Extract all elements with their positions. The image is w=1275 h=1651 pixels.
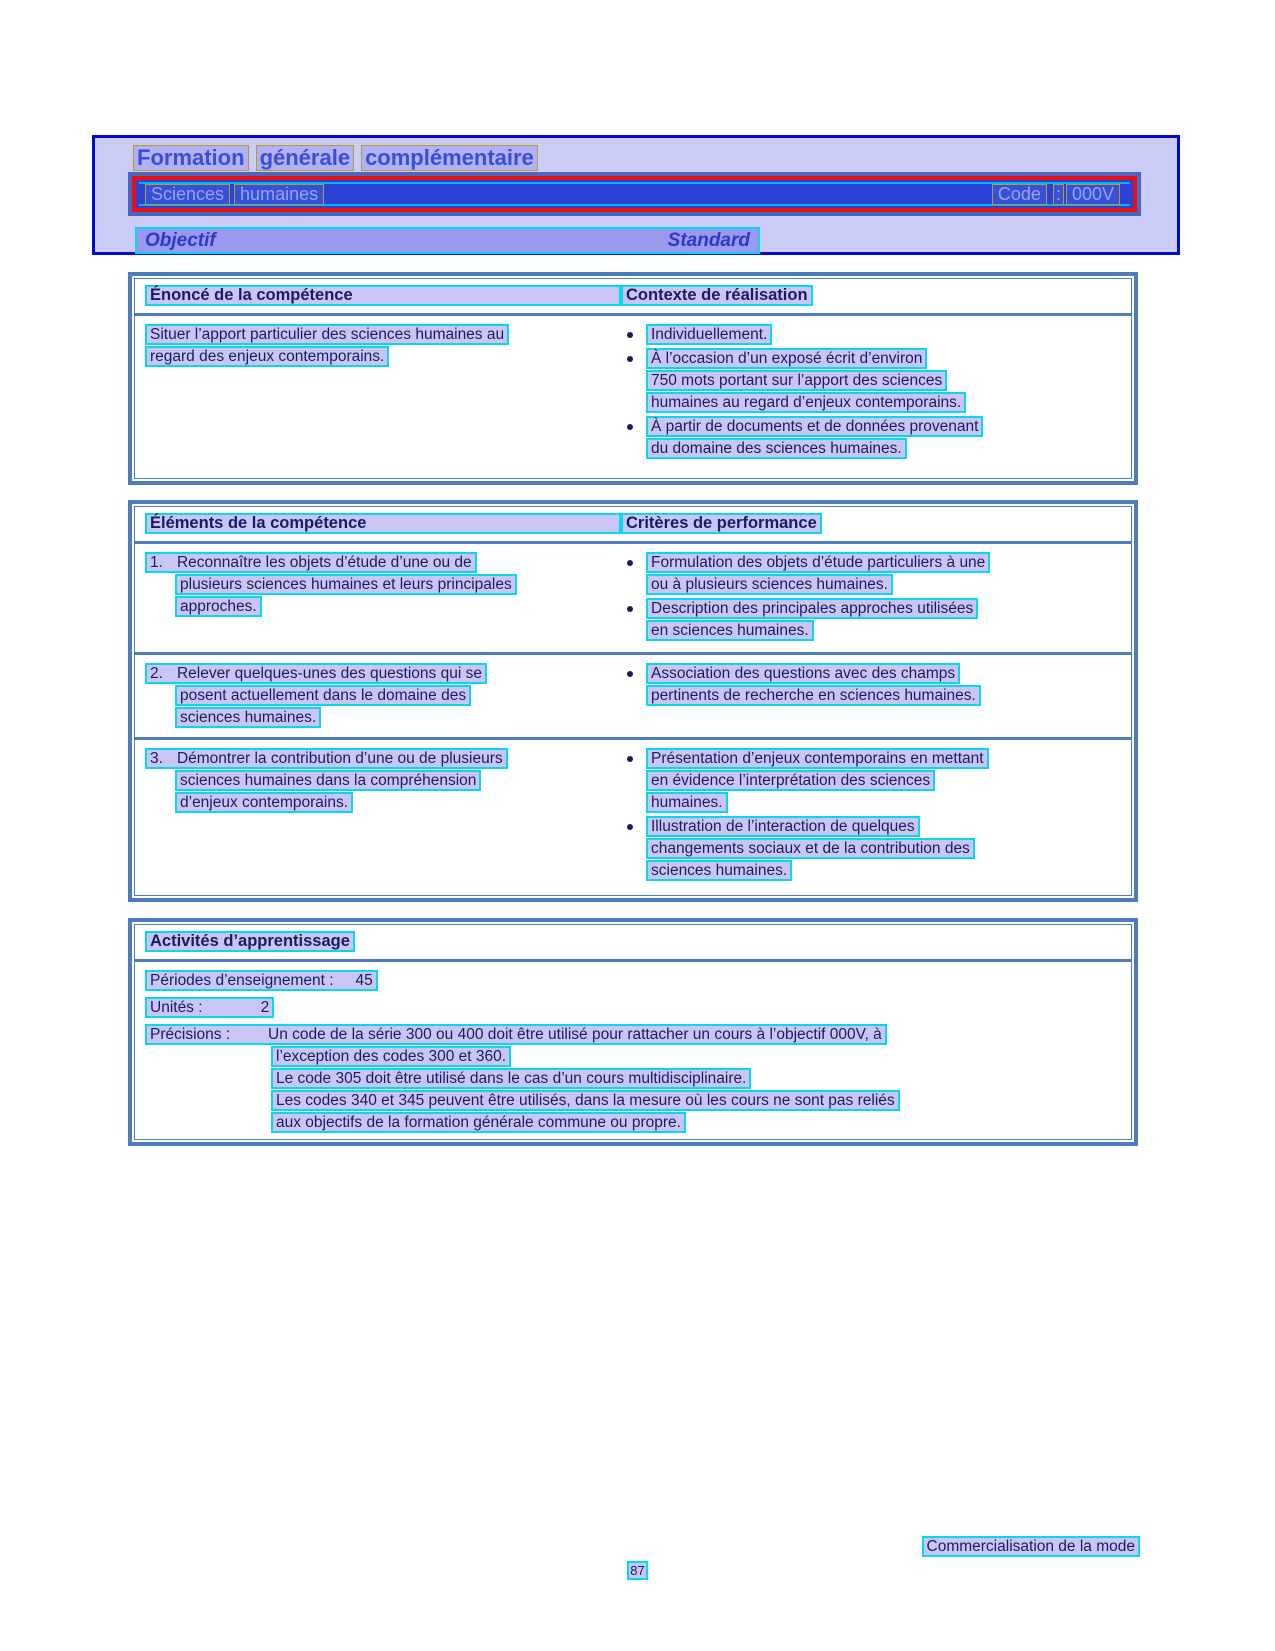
highlighted-text: À partir de documents et de données provenant (646, 416, 983, 437)
highlighted-text: Présentation d’enjeux contemporains en mettant (646, 748, 989, 769)
context-items-cell (621, 324, 1121, 462)
highlighted-text: À l’occasion d’un exposé écrit d’environ (646, 348, 927, 369)
text-line (175, 770, 621, 791)
highlighted-text: Les codes 340 et 345 peuvent être utilisés, dans la mesure où les cours ne sont pas reliés (271, 1090, 900, 1111)
text-line (646, 860, 975, 881)
bullet-icon (627, 424, 633, 430)
code-separator: : (1053, 184, 1064, 205)
units-value: 2 (260, 999, 270, 1016)
elements-table-rows (135, 544, 1131, 892)
text-line (271, 1090, 1121, 1111)
highlighted-text: 750 mots portant sur l’apport des sciences (646, 370, 947, 391)
bullet-item (621, 748, 1121, 814)
header-cell (145, 931, 355, 952)
competence-table-inner (134, 278, 1132, 479)
highlighted-text: sciences humaines. (646, 860, 792, 881)
units-line (145, 997, 274, 1018)
units-label: Unités : (150, 999, 203, 1016)
highlighted-text: Situer l’apport particulier des sciences humaines au (145, 324, 509, 345)
highlighted-text: plusieurs sciences humaines et leurs principales (175, 574, 517, 595)
criteria-cell (621, 748, 1121, 884)
criteria-cell (621, 552, 1121, 644)
subject-name (145, 184, 328, 205)
competence-table-body (135, 316, 1131, 470)
competence-table-header (135, 279, 1131, 316)
units-field (135, 995, 1131, 1022)
highlighted-text: ou à plusieurs sciences humaines. (646, 574, 893, 595)
periods-field (135, 962, 1131, 995)
text-line (145, 552, 621, 573)
highlighted-text: du domaine des sciences humaines. (646, 438, 907, 459)
text-line (175, 792, 621, 813)
highlighted-text: humaines au regard d’enjeux contemporains. (646, 392, 966, 413)
precisions-first-line (145, 1024, 887, 1045)
text-line (646, 552, 990, 573)
subject-word: Sciences (145, 184, 230, 205)
bullet-item (621, 324, 1121, 346)
page-number: 87 (627, 1561, 647, 1580)
text-line (145, 663, 621, 684)
text-line (646, 748, 989, 769)
text-line (145, 346, 621, 367)
highlighted-text: aux objectifs de la formation générale commune ou propre. (271, 1112, 686, 1133)
bullet-item (621, 552, 1121, 596)
subject-word: humaines (234, 184, 324, 205)
highlighted-text: Individuellement. (646, 324, 772, 345)
text-line (271, 1112, 1121, 1133)
periods-line (145, 970, 378, 991)
text-line (145, 324, 621, 345)
text-line (271, 1068, 1121, 1089)
text-line (646, 392, 966, 413)
objectif-label: Objectif (145, 229, 216, 251)
header-enonce: Énoncé de la compétence (145, 285, 621, 306)
text-line (646, 663, 981, 684)
highlighted-text: en évidence l’interprétation des sciences (646, 770, 935, 791)
competence-table (128, 272, 1138, 485)
objectif-standard-row (135, 227, 760, 254)
element-number: 3. (150, 750, 163, 767)
text-line (646, 370, 966, 391)
highlighted-text (145, 663, 487, 684)
highlighted-text: humaines. (646, 792, 728, 813)
header-contexte: Contexte de réalisation (621, 285, 813, 306)
bullet-item (621, 598, 1121, 642)
precisions-text: Un code de la série 300 ou 400 doit être utilisé pour rattacher un cours à l’objectif 000V, à (268, 1026, 882, 1043)
text-line (145, 1024, 1121, 1045)
header-elements: Éléments de la compétence (145, 513, 621, 534)
text-line (646, 348, 966, 369)
highlighted-text: regard des enjeux contemporains. (145, 346, 389, 367)
bullet-item-lines (646, 416, 983, 460)
element-cell (145, 663, 621, 729)
subject-banner-frame (132, 176, 1137, 212)
highlighted-text: en sciences humaines. (646, 620, 814, 641)
header-cell (145, 513, 621, 534)
periods-label: Périodes d’enseignement : (150, 972, 334, 989)
periods-value: 45 (355, 972, 373, 989)
text-line (646, 816, 975, 837)
bullet-item-lines (646, 748, 989, 814)
bullet-item (621, 663, 1121, 707)
section-header-box (92, 135, 1180, 255)
bullet-icon (627, 606, 633, 612)
elements-table-header (135, 507, 1131, 544)
highlighted-text: sciences humaines dans la compréhension (175, 770, 481, 791)
element-text: Démontrer la contribution d’une ou de plusieurs (176, 750, 503, 767)
subject-code (992, 184, 1124, 205)
element-number: 2. (150, 665, 163, 682)
highlighted-text: posent actuellement dans le domaine des (175, 685, 471, 706)
header-cell (621, 285, 1121, 306)
highlighted-text (145, 552, 477, 573)
bullet-item-lines (646, 816, 975, 882)
precisions-field (135, 1022, 1131, 1138)
highlighted-text: Formulation des objets d’étude particuliers à une (646, 552, 990, 573)
element-cell (145, 748, 621, 884)
bullet-item-lines (646, 663, 981, 707)
title-word: Formation (133, 145, 249, 171)
text-line (646, 770, 989, 791)
activities-table-header (135, 925, 1131, 962)
text-line (646, 598, 978, 619)
elements-table (128, 500, 1138, 902)
activities-table (128, 918, 1138, 1146)
highlighted-text: Illustration de l’interaction de quelques (646, 816, 920, 837)
bullet-icon (627, 560, 633, 566)
highlighted-text: Association des questions avec des champs (646, 663, 960, 684)
bullet-icon (627, 824, 633, 830)
precisions-label: Précisions : (150, 1026, 231, 1043)
code-label: Code (992, 184, 1047, 205)
bullet-item-lines (646, 552, 990, 596)
page-number-row (0, 1561, 1275, 1580)
text-line (646, 574, 990, 595)
element-text: Relever quelques-unes des questions qui se (176, 665, 482, 682)
elements-table-row (135, 544, 1131, 652)
bullet-icon (627, 671, 633, 677)
text-line (145, 748, 621, 769)
text-line (646, 438, 983, 459)
elements-table-row (135, 740, 1131, 892)
code-value: 000V (1066, 184, 1120, 205)
text-line (646, 416, 983, 437)
footer-document-title: Commercialisation de la mode (922, 1536, 1140, 1557)
competence-statement-cell (145, 324, 621, 462)
bullet-icon (627, 332, 633, 338)
bullet-item (621, 816, 1121, 882)
bullet-item (621, 416, 1121, 460)
bullet-item-lines (646, 348, 966, 414)
highlighted-text: Description des principales approches utilisées (646, 598, 978, 619)
element-number: 1. (150, 554, 163, 571)
subject-banner (128, 172, 1141, 216)
text-line (175, 707, 621, 728)
text-line (646, 685, 981, 706)
bullet-item (621, 348, 1121, 414)
subject-banner-line (139, 182, 1130, 206)
bullet-icon (627, 756, 633, 762)
element-text: Reconnaître les objets d’étude d’une ou de (176, 554, 472, 571)
criteria-cell (621, 663, 1121, 729)
activities-table-inner (134, 924, 1132, 1140)
header-criteres: Critères de performance (621, 513, 822, 534)
highlighted-text: approches. (175, 596, 262, 617)
elements-table-row (135, 655, 1131, 737)
page-title (133, 145, 545, 174)
highlighted-text: sciences humaines. (175, 707, 321, 728)
text-line (271, 1046, 1121, 1067)
text-line (175, 596, 621, 617)
highlighted-text: pertinents de recherche en sciences humaines. (646, 685, 981, 706)
text-line (175, 574, 621, 595)
header-cell (621, 513, 1121, 534)
highlighted-text: changements sociaux et de la contribution des (646, 838, 975, 859)
standard-label: Standard (667, 229, 750, 251)
text-line (646, 324, 772, 345)
highlighted-text: Le code 305 doit être utilisé dans le cas d’un cours multidisciplinaire. (271, 1068, 751, 1089)
elements-table-inner (134, 506, 1132, 896)
text-line (646, 620, 978, 641)
highlighted-text: d’enjeux contemporains. (175, 792, 353, 813)
title-word: générale (256, 145, 355, 171)
precisions-continuation (145, 1046, 1121, 1133)
text-line (646, 792, 989, 813)
header-cell (145, 285, 621, 306)
footer (638, 1536, 1140, 1557)
element-cell (145, 552, 621, 644)
header-activites: Activités d’apprentissage (145, 931, 355, 952)
title-word: complémentaire (361, 145, 538, 171)
text-line (175, 685, 621, 706)
text-line (646, 838, 975, 859)
highlighted-text: l’exception des codes 300 et 360. (271, 1046, 511, 1067)
bullet-item-lines (646, 324, 772, 346)
bullet-item-lines (646, 598, 978, 642)
bullet-icon (627, 356, 633, 362)
highlighted-text (145, 748, 508, 769)
